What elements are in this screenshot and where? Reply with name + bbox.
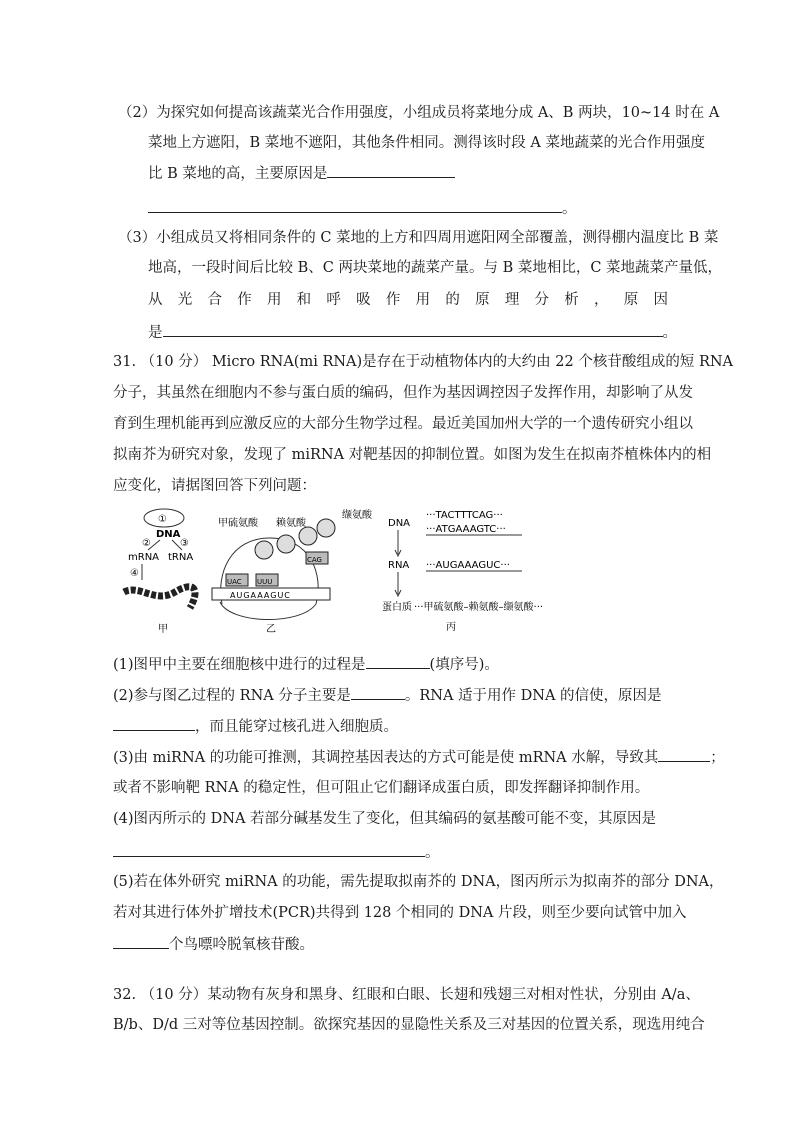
label-dna: DNA xyxy=(156,529,181,540)
q31-s3-cont: 或者不影响靶 RNA 的稳定性，但可阻止它们翻译成蛋白质，即发挥翻译抑制作用。 xyxy=(113,780,650,796)
text: ，而且能穿过核孔进入细胞质。 xyxy=(195,719,398,735)
char: 合 xyxy=(207,292,222,308)
figure-jia xyxy=(124,509,195,635)
text: (3)由 miRNA 的功能可推测，其调控基因表达的方式可能是使 mRNA 水解，导致其 xyxy=(113,750,659,766)
char: 用 xyxy=(415,292,431,308)
text: (2)参与图乙过程的 RNA 分子主要是 xyxy=(113,688,351,704)
label-2: ② xyxy=(142,538,151,549)
label-uuu: UUU xyxy=(257,578,273,586)
char: 作 xyxy=(237,292,252,308)
answer-blank[interactable] xyxy=(658,747,710,762)
char: 原 xyxy=(623,292,639,308)
dna-strand-1: ···TACTTTCAG··· xyxy=(426,510,503,521)
q30-3-line2: 地高，一段时间后比较 B、C 两块菜地的蔬菜产量。与 B 菜地相比，C 菜地蔬菜产量低， xyxy=(148,260,723,276)
q31-line2: 分子，其虽然在细胞内不参与蛋白质的编码，但作为基因调控因子发挥作用，却影响了从发 xyxy=(113,385,693,401)
label-3: ③ xyxy=(180,538,189,549)
q31-line1: 31. （10 分） Micro RNA(mi RNA)是存在于动植物体内的大约由 22 个核苷酸组成的短 RNA xyxy=(113,354,734,370)
text: 。 xyxy=(425,845,440,861)
q30-3-line3 xyxy=(148,290,668,310)
label-met: 甲硫氨酸 xyxy=(218,518,258,529)
label-4: ④ xyxy=(130,568,139,579)
char: 吸 xyxy=(356,292,371,308)
q30-2-line4 xyxy=(148,198,577,219)
char: 因 xyxy=(653,292,668,308)
text: ； xyxy=(710,750,725,766)
figure-yi xyxy=(212,508,373,635)
char: 用 xyxy=(266,292,282,308)
answer-blank[interactable] xyxy=(113,716,195,731)
q31-line3: 育到生理机能再到应激反应的大部分生物学过程。最近美国加州大学的一个遗传研究小组以 xyxy=(113,416,693,432)
char: 分 xyxy=(534,292,550,308)
label-mrna: mRNA xyxy=(128,552,160,563)
q31-s2-cont xyxy=(113,716,398,737)
caption-bing: 丙 xyxy=(446,622,456,633)
q30-2-line1: （2）为探究如何提高该蔬菜光合作用强度，小组成员将菜地分成 A、B 两块，10~14 时在 A xyxy=(118,105,720,121)
dna-strand-2: ···ATGAAAGTC··· xyxy=(426,524,506,535)
answer-blank[interactable] xyxy=(366,654,430,669)
char: 和 xyxy=(296,292,312,308)
q31-s5-cont2 xyxy=(113,934,314,955)
q30-3-line1: （3）小组成员又将相同条件的 C 菜地的上方和四周用遮阳网全部覆盖，测得棚内温度比 B 菜 xyxy=(118,230,719,246)
q30-2-line3 xyxy=(148,163,455,184)
label-1: ① xyxy=(158,514,167,525)
answer-blank[interactable] xyxy=(351,685,405,700)
end-mark: 。 xyxy=(662,325,677,341)
answer-blank[interactable] xyxy=(327,163,455,178)
char: 原 xyxy=(475,292,490,308)
answer-blank[interactable] xyxy=(113,934,169,949)
label-lys: 赖氨酸 xyxy=(276,518,306,529)
q30-3-line4 xyxy=(148,322,677,343)
char: 从 xyxy=(148,292,163,308)
q31-s5-cont: 若对其进行体外扩增技术(PCR)共得到 128 个相同的 DNA 片段，则至少要向试管中加入 xyxy=(113,905,687,921)
end-mark: 。 xyxy=(562,201,577,217)
label-cag: CAG xyxy=(307,556,322,564)
q30-2-line2: 菜地上方遮阳，B 菜地不遮阳，其他条件相同。测得该时段 A 菜地蔬菜的光合作用强度 xyxy=(148,135,705,151)
q31-s4-cont xyxy=(113,842,440,863)
caption-jia: 甲 xyxy=(158,624,168,635)
q31-line5: 应变化，请据图回答下列问题： xyxy=(113,478,316,494)
label-uac: UAC xyxy=(227,578,242,586)
answer-blank[interactable] xyxy=(148,198,562,213)
text: 。RNA 适于用作 DNA 的信使，原因是 xyxy=(404,688,662,704)
q31-s5: (5)若在体外研究 miRNA 的功能，需先提取拟南芥的 DNA，图丙所示为拟南芥的部分 DNA， xyxy=(113,874,724,890)
answer-blank[interactable] xyxy=(163,322,663,337)
char: 作 xyxy=(385,292,401,308)
peptide-chain: ···甲硫氨酸–赖氨酸–缬氨酸··· xyxy=(414,602,544,613)
label-mrna-seq: AUGAAAGUC xyxy=(230,591,291,600)
q31-line4: 拟南芥为研究对象，发现了 miRNA 对靶基因的抑制位置。如图为发生在拟南芥植株体内的相 xyxy=(113,447,712,463)
label-rna: RNA xyxy=(388,560,410,571)
text: (1)图甲中主要在细胞核中进行的过程是 xyxy=(113,657,366,673)
label-trna: tRNA xyxy=(168,552,194,563)
q31-s4: (4)图丙所示的 DNA 若部分碱基发生了变化，但其编码的氨基酸可能不变，其原因是 xyxy=(113,811,657,827)
q31-s3 xyxy=(113,747,725,768)
label-protein: 蛋白质 xyxy=(382,602,412,613)
q30-2-text: 比 B 菜地的高，主要原因是 xyxy=(148,166,328,182)
char: 理 xyxy=(504,292,520,308)
label-val: 缬氨酸 xyxy=(342,510,372,521)
char: ， xyxy=(594,292,609,308)
text: (填序号)。 xyxy=(429,657,499,673)
label-dna: DNA xyxy=(388,518,411,529)
q31-s1 xyxy=(113,654,499,675)
answer-blank[interactable] xyxy=(113,842,425,857)
q32-line2: B/b、D/d 三对等位基因控制。欲探究基因的显隐性关系及三对基因的位置关系，现选用纯合 xyxy=(113,1017,705,1033)
figure-bing xyxy=(382,510,543,633)
gene-expression-figure xyxy=(120,504,550,639)
char: 析 xyxy=(564,292,579,308)
rna-sequence: ···AUGAAAGUC··· xyxy=(426,560,510,571)
char: 光 xyxy=(177,292,193,308)
q32-line1: 32. （10 分）某动物有灰身和黑身、红眼和白眼、长翅和残翅三对相对性状，分别由 A/a、 xyxy=(113,987,700,1003)
q30-3-text: 是 xyxy=(148,325,163,341)
char: 的 xyxy=(445,292,460,308)
q31-s2 xyxy=(113,685,662,706)
char: 呼 xyxy=(326,292,341,308)
caption-yi: 乙 xyxy=(266,624,276,635)
text: 个鸟嘌呤脱氧核苷酸。 xyxy=(169,937,314,953)
